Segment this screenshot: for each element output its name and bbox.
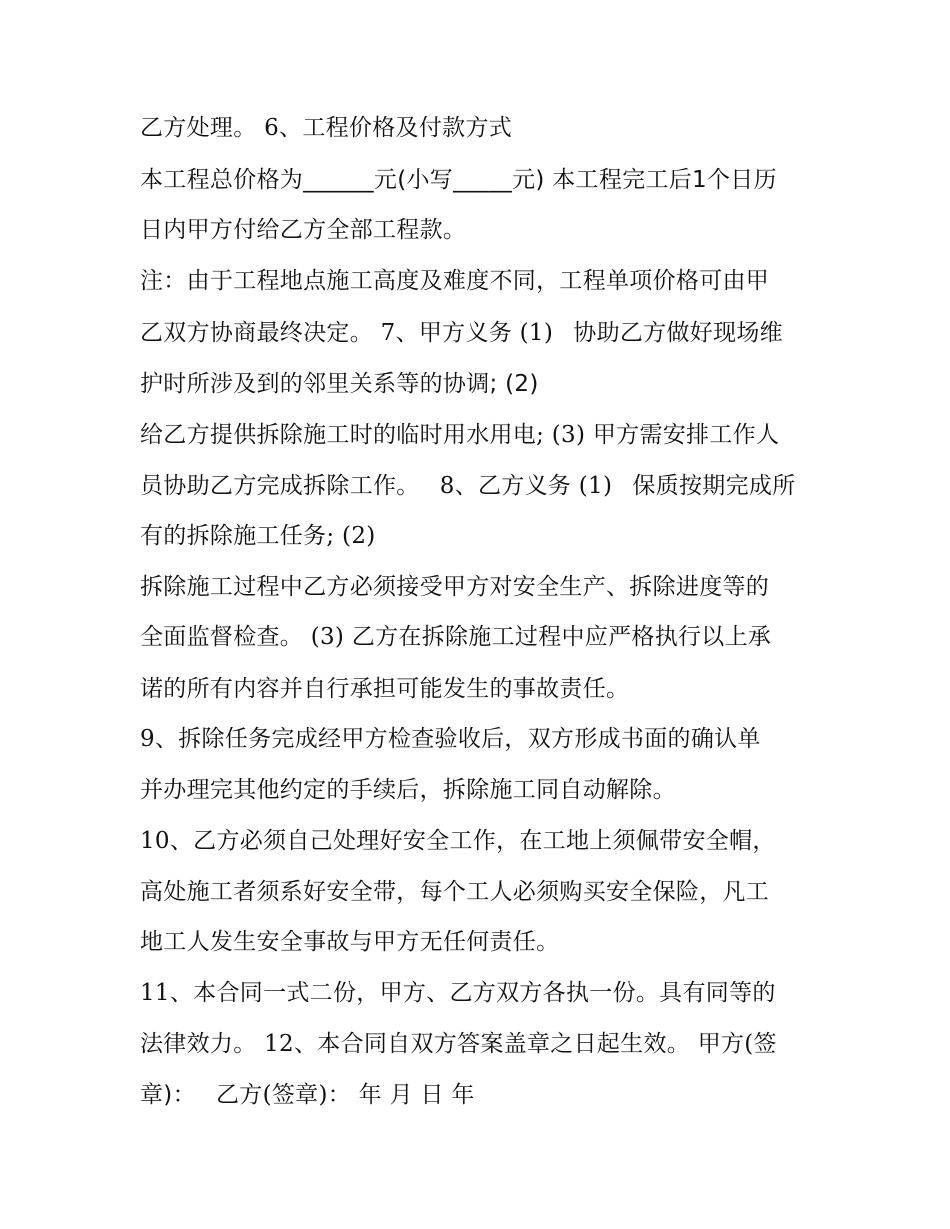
text-line: [140, 215, 466, 245]
text-segment: 拆除施工过程中乙方必须接受甲方对安全生产、拆除进度等的: [140, 574, 770, 600]
text-segment: 乙双方协商最终决定。 7、甲方义务 (1): [140, 320, 554, 346]
text-line: [140, 521, 376, 551]
text-line: [140, 775, 676, 805]
text-line: [140, 1029, 777, 1059]
text-segment: 协助乙方做好现场维: [573, 320, 783, 346]
text-segment: 日内甲方付给乙方全部工程款。: [140, 217, 467, 243]
text-line: [140, 420, 779, 450]
text-segment: 诺的所有内容并自行承担可能发生的事故责任。: [140, 676, 630, 702]
text-segment: 11、本合同一式二份，甲方、乙方双方各执一份。具有同等的: [140, 980, 776, 1006]
text-line: [140, 471, 796, 501]
text-segment: 注：由于工程地点施工高度及难度不同，工程单项价格可由甲: [140, 268, 770, 294]
text-line: [140, 622, 771, 652]
text-segment: 全面监督检查。 (3) 乙方在拆除施工过程中应严格执行以上承: [140, 624, 772, 650]
text-line: [140, 978, 776, 1008]
text-segment: 有的拆除施工任务; (2): [140, 523, 376, 549]
text-segment: 乙方(签章)： 年 月 日 年: [216, 1082, 475, 1108]
text-segment: 法律效力。 12、本合同自双方答案盖章之日起生效。 甲方(签: [140, 1031, 777, 1057]
text-line: [140, 369, 539, 399]
text-segment: 保质按期完成所: [632, 473, 796, 499]
text-line: [140, 877, 769, 907]
text-line: [140, 165, 777, 195]
text-segment: 本工程总价格为______元(小写_____元) 本工程完工后1个日历: [140, 167, 777, 193]
text-segment: 并办理完其他约定的手续后，拆除施工同自动解除。: [140, 777, 676, 803]
text-line: [140, 266, 769, 296]
text-line: [140, 113, 512, 143]
text-segment: 乙方处理。 6、工程价格及付款方式: [140, 115, 513, 141]
text-line: [140, 318, 783, 348]
text-segment: 高处施工者须系好安全带，每个工人必须购买安全保险，凡工: [140, 879, 770, 905]
text-line: [140, 1080, 475, 1110]
text-segment: 8、乙方义务 (1): [439, 473, 613, 499]
text-segment: 员协助乙方完成拆除工作。: [140, 473, 420, 499]
text-segment: 地工人发生安全事故与甲方无任何责任。: [140, 929, 560, 955]
text-segment: 护时所涉及到的邻里关系等的协调; (2): [140, 371, 539, 397]
text-line: [140, 826, 776, 856]
text-segment: 10、乙方必须自己处理好安全工作，在工地上须佩带安全帽，: [140, 828, 776, 854]
text-line: [140, 572, 769, 602]
text-segment: 9、拆除任务完成经甲方检查验收后，双方形成书面的确认单: [140, 726, 761, 752]
text-line: [140, 927, 559, 957]
text-line: [140, 674, 629, 704]
text-segment: 章)：: [140, 1082, 196, 1108]
text-line: [140, 724, 761, 754]
text-segment: 给乙方提供拆除施工时的临时用水用电; (3) 甲方需安排工作人: [140, 422, 780, 448]
